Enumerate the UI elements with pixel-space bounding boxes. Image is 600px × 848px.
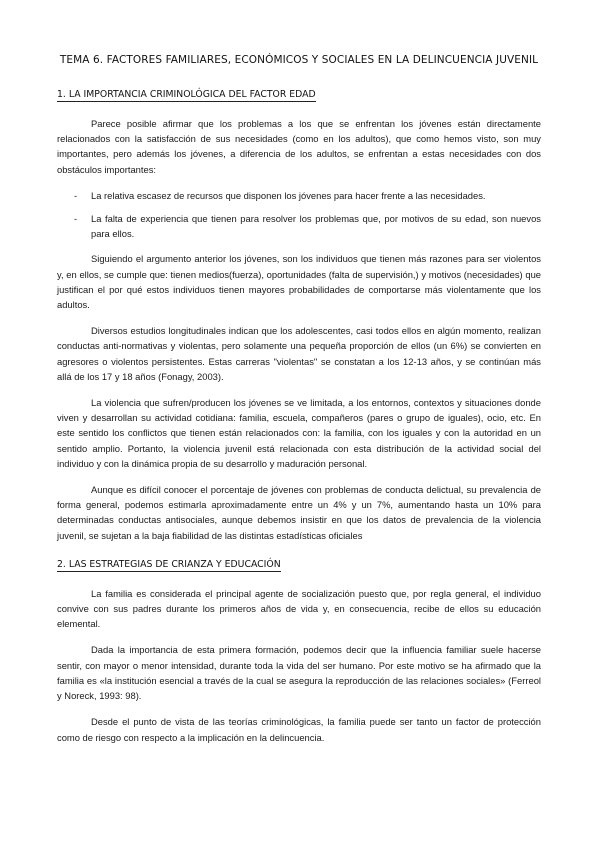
list-item-text: La relativa escasez de recursos que disponen los jóvenes para hacer frente a las necesidades. (91, 189, 486, 201)
obstacles-list (57, 188, 541, 242)
section-1-paragraph-3: Diversos estudios longitudinales indican que los adolescentes, casi todos ellos en algún momento, realizan conductas anti-normativas y violentas, pero solamente una pequeña proporción de ellos (un 6%) se convierten en agresores o violentos persistentes. Estas carreras "violentas" se constatan a los 12-13 años, y se continúan más allá de los 17 y 18 años (Fonagy, 2003). (57, 325, 541, 382)
section-1-paragraph-4: La violencia que sufren/producen los jóvenes se ve limitada, a los entornos, contextos y situaciones donde viven y desarrollan su actividad cotidiana: familia, escuela, compañeros (pares o grupo de iguales), ocio, etc. En este sentido los conflictos que tienen están relacionados con: la familia, con los iguales y con la autoridad en un sentido amplio. Portanto, la violencia juvenil está relacionada con esta distribución de la actividad social del individuo y con la dinámica propia de su desarrollo y maduración personal. (57, 397, 541, 469)
list-item (57, 188, 541, 203)
section-1-heading: 1. LA IMPORTANCIA CRIMINOLÓGICA DEL FACTOR EDAD (57, 89, 316, 100)
list-item (57, 211, 541, 241)
section-1-paragraph-2: Siguiendo el argumento anterior los jóvenes, son los individuos que tienen más razones para ser violentos y, en ellos, se cumple que: tienen medios(fuerza), oportunidades (falta de supervisión,) y motivos (necesidades) que justifican el por qué estos individuos tienen mayores probabilidades de comportarse más violentamente que los adultos. (57, 253, 541, 311)
list-item-text: La falta de experiencia que tienen para resolver los problemas que, por motivos de su edad, son nuevos para ellos. (91, 213, 541, 240)
section-2-paragraph-2: Dada la importancia de esta primera formación, podemos decir que la influencia familiar suele hacerse sentir, con mayor o menor intensidad, durante toda la vida del ser humano. Por este motivo se ha afirmado que la familia es «la institución esencial a través de la cual se asegura la reproducción de las relaciones sociales» (Ferreol y Noreck, 1993: 98). (57, 644, 541, 702)
section-2-heading: 2. LAS ESTRATEGIAS DE CRIANZA Y EDUCACIÓN (57, 558, 281, 570)
section-1-paragraph-5: Aunque es difícil conocer el porcentaje de jóvenes con problemas de conducta delictual, su prevalencia de forma general, podemos estimarla aproximadamente entre un 4% y un 7%, aumentando hasta un 10% para determinadas conductas antisociales, aunque debemos insistir en que los datos de prevalencia de la violencia juvenil, se sujetan a la baja fiabilidad de las distintas estadísticas oficiales (57, 484, 541, 541)
document-title: TEMA 6. FACTORES FAMILIARES, ECONÓMICOS Y SOCIALES EN LA DELINCUENCIA JUVENIL (59, 54, 539, 66)
section-2-paragraph-1: La familia es considerada el principal agente de socialización puesto que, por regla general, el individuo convive con sus padres durante los primeros años de vida y, en consecuencia, recibe de ellos su educación elemental. (57, 587, 541, 630)
list-bullet: - (74, 189, 78, 201)
section-2-paragraph-3: Desde el punto de vista de las teorías criminológicas, la familia puede ser tanto un factor de protección como de riesgo con respecto a la implicación en la delincuencia. (57, 716, 541, 743)
section-1-paragraph-1: Parece posible afirmar que los problemas a los que se enfrentan los jóvenes están directamente relacionados con la satisfacción de sus necesidades (como en los adultos), que como hemos visto, son muy importantes, pero además los jóvenes, a diferencia de los adultos, se enfrentan a estas necesidades con dos obstáculos importantes: (57, 118, 541, 175)
list-bullet: - (74, 213, 78, 225)
section-2 (57, 554, 541, 572)
section-1 (57, 84, 541, 102)
